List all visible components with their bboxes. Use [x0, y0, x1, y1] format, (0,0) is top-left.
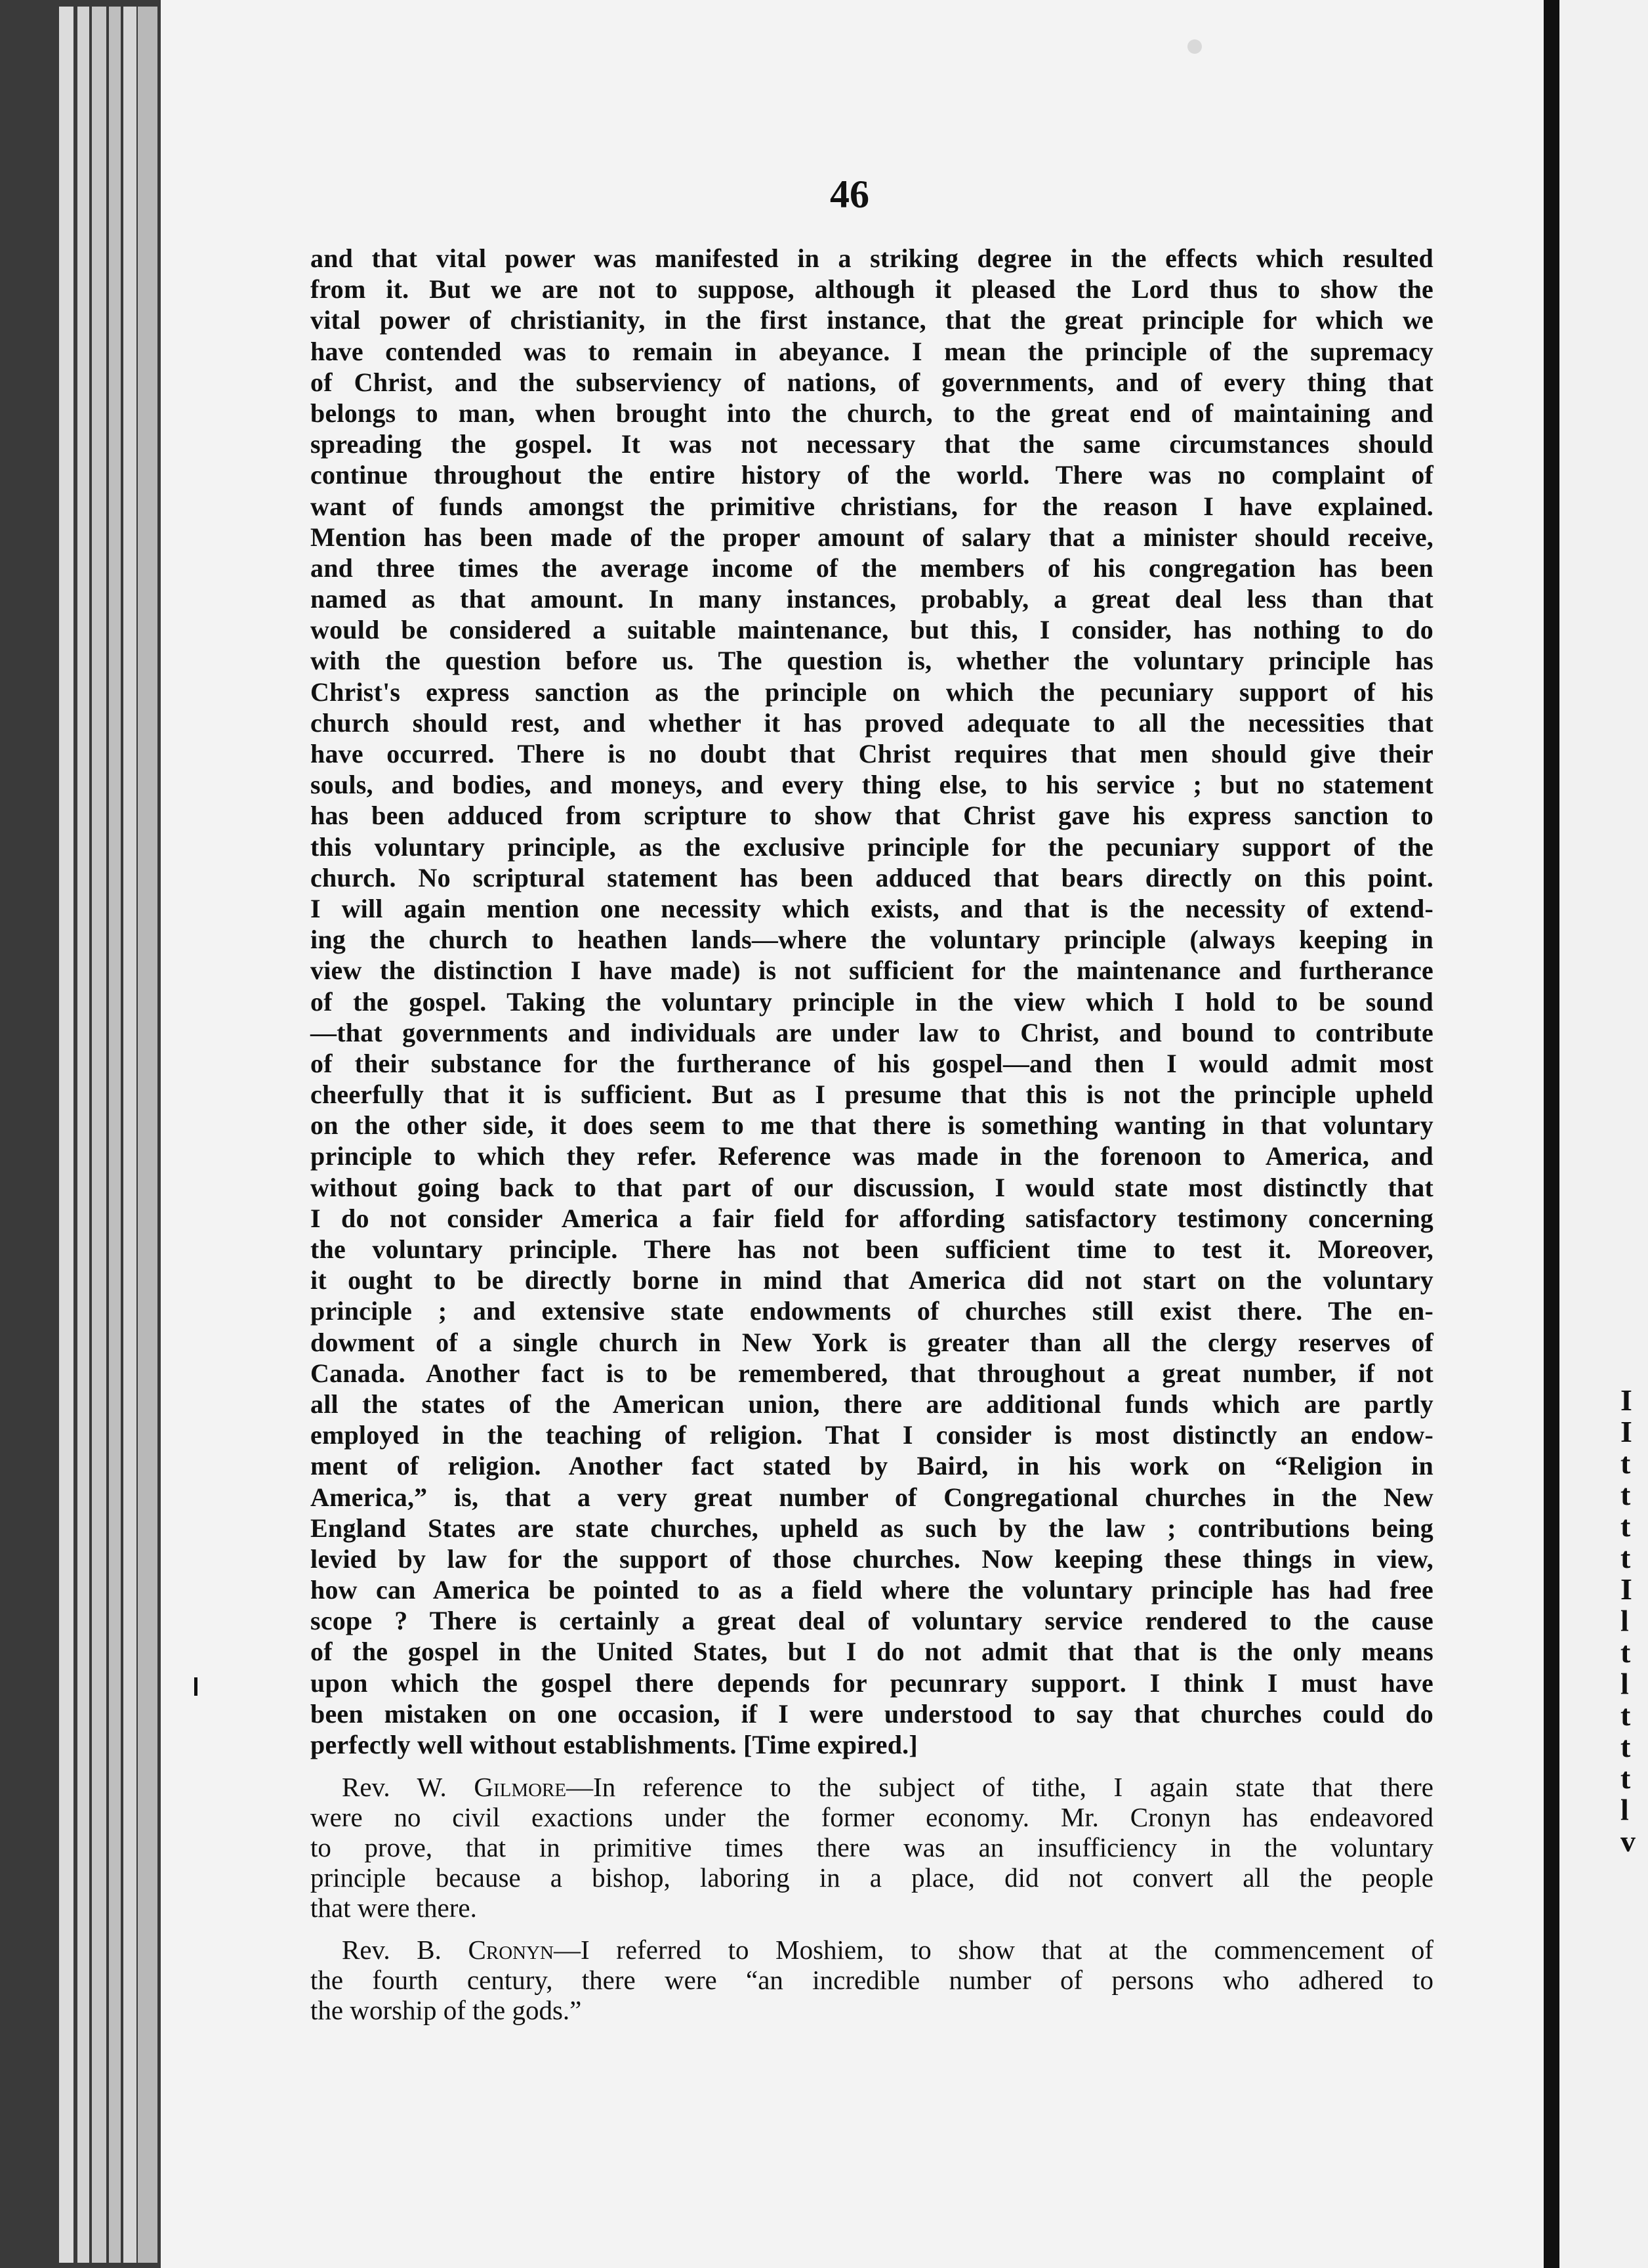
text-line: it ought to be directly borne in mind that America did not start on the voluntary	[310, 1265, 1433, 1295]
text-line: all the states of the American union, there are additional funds which are partly	[310, 1389, 1433, 1419]
reply-first-line	[310, 1772, 1433, 1802]
speaker-prefix: Rev. B.	[342, 1935, 468, 1965]
text-line: perfectly well without establishments. [Time expired.]	[310, 1730, 918, 1759]
page-edge	[77, 7, 89, 2263]
reply-gilmore	[310, 1772, 1433, 1923]
book-gutter	[1544, 0, 1559, 2268]
reply-cronyn	[310, 1935, 1433, 2025]
text-line: souls, and bodies, and moneys, and every thing else, to his service ; but no statement	[310, 770, 1433, 800]
reply-text: —I referred to Moshiem, to show that at the commencement of	[553, 1935, 1433, 1965]
text-line: has been adduced from scripture to show that Christ gave his express sanction to	[310, 801, 1433, 831]
text-line: cheerfully that it is sufficient. But as I presume that this is not the principle upheld	[310, 1080, 1433, 1110]
text-line: church should rest, and whether it has proved adequate to all the necessities that	[310, 707, 1433, 738]
text-line: ment of religion. Another fact stated by Baird, in his work on “Religion in	[310, 1451, 1433, 1481]
text-line: upon which the gospel there depends for pecunrary support. I think I must have	[310, 1668, 1433, 1698]
text-line: —that governments and individuals are under law to Christ, and bound to contribute	[310, 1017, 1433, 1047]
text-line: of their substance for the furtherance of his gospel—and then I would admit most	[310, 1048, 1433, 1078]
text-line: Canada. Another fact is to be remembered, that throughout a great number, if not	[310, 1358, 1433, 1388]
text-line: with the question before us. The question is, whether the voluntary principle has	[310, 646, 1433, 676]
main-paragraph	[310, 243, 1433, 1760]
text-line: Christ's express sanction as the principle on which the pecuniary support of his	[310, 677, 1433, 707]
text-line: levied by law for the support of those churches. Now keeping these things in view,	[310, 1544, 1433, 1574]
next-page-edge	[1559, 0, 1648, 2268]
text-line: scope ? There is certainly a great deal of voluntary service rendered to the cause	[310, 1606, 1433, 1636]
page-body	[310, 243, 1433, 2025]
margin-mark	[194, 1677, 197, 1696]
text-line: want of funds amongst the primitive christians, for the reason I have explained.	[310, 491, 1433, 521]
text-line: principle to which they refer. Reference was made in the forenoon to America, and	[310, 1141, 1433, 1171]
text-line: belongs to man, when brought into the church, to the great end of maintaining and	[310, 398, 1433, 428]
page-edge	[109, 7, 121, 2263]
text-line: principle ; and extensive state endowments of churches still exist there. The en-	[310, 1296, 1433, 1326]
text-line: England States are state churches, upheld as such by the law ; contributions being	[310, 1513, 1433, 1543]
reply-line: that were there.	[310, 1893, 477, 1923]
reply-line: principle because a bishop, laboring in a place, did not convert all the people	[310, 1862, 1433, 1893]
page-edge	[92, 7, 106, 2263]
text-line: have occurred. There is no doubt that Christ requires that men should give their	[310, 739, 1433, 768]
text-line: of Christ, and the subserviency of nations, of governments, and of every thing that	[310, 367, 1433, 397]
text-line: ing the church to heathen lands—where the voluntary principle (always keeping in	[310, 925, 1433, 955]
text-line: church. No scriptural statement has been adduced that bears directly on this point.	[310, 862, 1433, 892]
page-edge	[59, 7, 73, 2263]
reply-line: to prove, that in primitive times there was an insufficiency in the voluntary	[310, 1832, 1433, 1863]
speaker-prefix: Rev. W.	[342, 1772, 474, 1803]
text-line: have contended was to remain in abeyance. I mean the principle of the supremacy	[310, 336, 1433, 366]
text-line: of the gospel in the United States, but I do not admit that that is the only means	[310, 1637, 1433, 1667]
text-line: I do not consider America a fair field for affording satisfactory testimony concerning	[310, 1203, 1433, 1233]
page-number: 46	[830, 173, 869, 216]
text-line: and three times the average income of the members of his congregation has been	[310, 553, 1433, 583]
text-line: America,” is, that a very great number of Congregational churches in the New	[310, 1482, 1433, 1512]
text-line: without going back to that part of our discussion, I would state most distinctly that	[310, 1172, 1433, 1202]
page-edge	[138, 7, 157, 2263]
text-line: the voluntary principle. There has not been sufficient time to test it. Moreover,	[310, 1234, 1433, 1264]
text-line: I will again mention one necessity which exists, and that is the necessity of extend-	[310, 893, 1433, 923]
text-line: spreading the gospel. It was not necessary that the same circumstances should	[310, 429, 1433, 459]
text-line: this voluntary principle, as the exclusive principle for the pecuniary support of the	[310, 831, 1433, 862]
text-line: on the other side, it does seem to me that there is something wanting in that voluntary	[310, 1110, 1433, 1141]
reply-line: were no civil exactions under the former economy. Mr. Cronyn has endeavored	[310, 1802, 1433, 1833]
text-line: and that vital power was manifested in a striking degree in the effects which resulted	[310, 243, 1433, 273]
next-page-fragment: I I t t t t I l t l t t t l v	[1620, 1383, 1636, 1858]
page-edge	[123, 7, 136, 2263]
text-line: continue throughout the entire history of the world. There was no complaint of	[310, 460, 1433, 490]
reply-text: —In reference to the subject of tithe, I again state that there	[566, 1772, 1434, 1803]
text-line: would be considered a suitable maintenance, but this, I consider, has nothing to do	[310, 615, 1433, 645]
text-line: from it. But we are not to suppose, although it pleased the Lord thus to show the	[310, 274, 1433, 304]
reply-first-line	[310, 1935, 1433, 1965]
paper-blemish	[1187, 39, 1202, 54]
text-line: view the distinction I have made) is not sufficient for the maintenance and furtherance	[310, 956, 1433, 986]
speaker-name: Gilmore	[474, 1772, 567, 1803]
text-line: how can America be pointed to as a field where the voluntary principle has had free	[310, 1575, 1433, 1605]
text-line: of the gospel. Taking the voluntary principle in the view which I hold to be sound	[310, 986, 1433, 1017]
text-line: been mistaken on one occasion, if I were understood to say that churches could do	[310, 1698, 1433, 1729]
text-line: vital power of christianity, in the first instance, that the great principle for which we	[310, 305, 1433, 335]
text-line: Mention has been made of the proper amount of salary that a minister should receive,	[310, 522, 1433, 552]
reply-line: the fourth century, there were “an incredible number of persons who adhered to	[310, 1965, 1433, 1996]
reply-line: the worship of the gods.”	[310, 1995, 582, 2026]
text-line: named as that amount. In many instances, probably, a great deal less than that	[310, 584, 1433, 614]
speaker-name: Cronyn	[468, 1935, 554, 1965]
text-line: dowment of a single church in New York is greater than all the clergy reserves of	[310, 1327, 1433, 1357]
text-line: employed in the teaching of religion. That I consider is most distinctly an endow-	[310, 1420, 1433, 1450]
